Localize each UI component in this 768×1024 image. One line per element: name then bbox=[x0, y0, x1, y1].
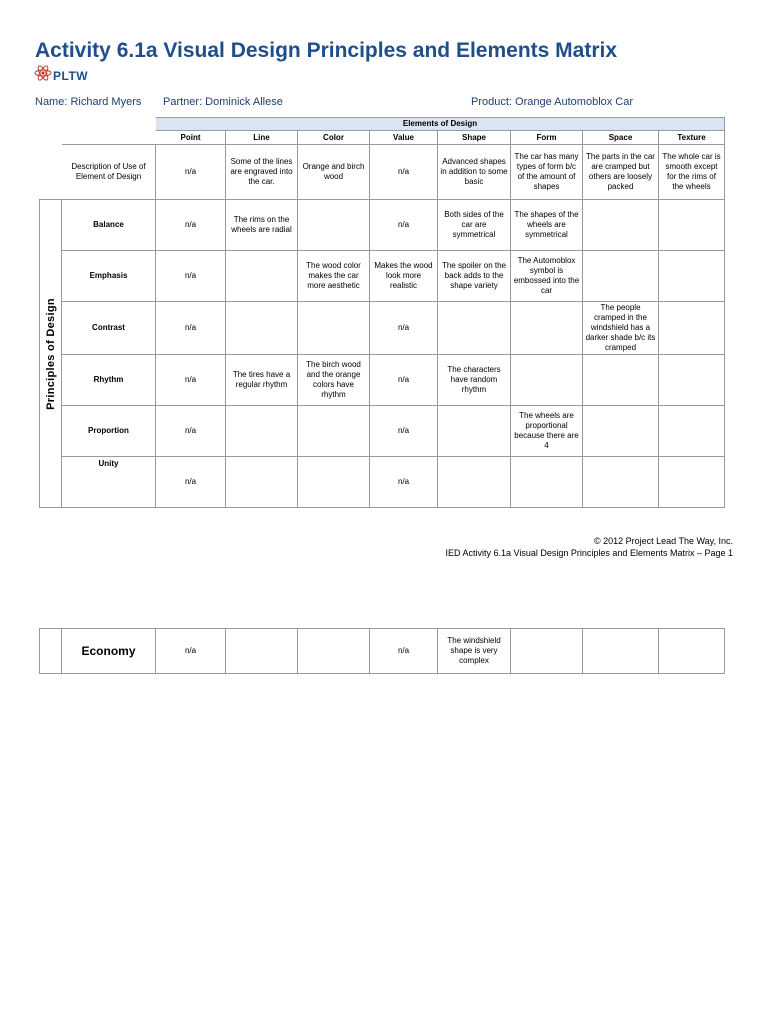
principles-of-design-label-cell bbox=[40, 200, 62, 508]
matrix-cell bbox=[583, 629, 659, 674]
elements-of-design-header: Elements of Design bbox=[156, 118, 725, 131]
blank-corner bbox=[40, 131, 62, 145]
row-label-emphasis: Emphasis bbox=[62, 251, 156, 302]
matrix-cell: The rims on the wheels are radial bbox=[226, 200, 298, 251]
matrix-cell bbox=[659, 355, 725, 406]
description-cell: The car has many types of form b/c of the amount of shapes bbox=[511, 145, 583, 200]
matrix-cell: Both sides of the car are symmetrical bbox=[438, 200, 511, 251]
row-label-rhythm: Rhythm bbox=[62, 355, 156, 406]
matrix-cell bbox=[659, 629, 725, 674]
blank-corner bbox=[40, 145, 62, 200]
matrix-cell: The birch wood and the orange colors have rhythm bbox=[298, 355, 370, 406]
matrix-cell bbox=[438, 457, 511, 508]
row-label-balance: Balance bbox=[62, 200, 156, 251]
matrix-cell bbox=[583, 355, 659, 406]
matrix-cell bbox=[511, 457, 583, 508]
matrix-cell: The characters have random rhythm bbox=[438, 355, 511, 406]
column-header-line: Line bbox=[226, 131, 298, 145]
column-header-color: Color bbox=[298, 131, 370, 145]
matrix-cell: The Automoblox symbol is embossed into the car bbox=[511, 251, 583, 302]
economy-row-table bbox=[39, 628, 725, 674]
copyright-footer: © 2012 Project Lead The Way, Inc. bbox=[593, 536, 733, 546]
description-cell: n/a bbox=[156, 145, 226, 200]
description-cell: The parts in the car are cramped but others are loosely packed bbox=[583, 145, 659, 200]
matrix-cell: n/a bbox=[156, 629, 226, 674]
student-name: Name: Richard Myers bbox=[35, 96, 142, 108]
column-header-shape: Shape bbox=[438, 131, 511, 145]
matrix-cell bbox=[659, 406, 725, 457]
matrix-cell bbox=[511, 355, 583, 406]
row-label-contrast: Contrast bbox=[62, 302, 156, 355]
matrix-cell bbox=[226, 251, 298, 302]
matrix-cell: n/a bbox=[370, 457, 438, 508]
molecule-icon bbox=[34, 64, 52, 82]
matrix-cell: n/a bbox=[156, 200, 226, 251]
product-name: Product: Orange Automoblox Car bbox=[471, 96, 634, 108]
matrix-cell bbox=[226, 629, 298, 674]
blank-corner bbox=[62, 131, 156, 145]
matrix-cell: The spoiler on the back adds to the shape variety bbox=[438, 251, 511, 302]
page-title: Activity 6.1a Visual Design Principles and Elements Matrix bbox=[35, 39, 618, 62]
description-row-label: Description of Use of Element of Design bbox=[62, 145, 156, 200]
matrix-cell: The wheels are proportional because there are 4 bbox=[511, 406, 583, 457]
design-matrix-table bbox=[39, 117, 725, 508]
matrix-cell: The people cramped in the windshield has a darker shade b/c its cramped bbox=[583, 302, 659, 355]
matrix-cell: n/a bbox=[156, 251, 226, 302]
matrix-cell bbox=[511, 629, 583, 674]
row-label-unity: Unity bbox=[62, 457, 156, 508]
matrix-cell bbox=[298, 302, 370, 355]
matrix-cell bbox=[659, 302, 725, 355]
matrix-cell bbox=[226, 302, 298, 355]
matrix-cell: n/a bbox=[370, 406, 438, 457]
matrix-cell bbox=[659, 251, 725, 302]
matrix-cell: n/a bbox=[156, 302, 226, 355]
matrix-cell: n/a bbox=[156, 457, 226, 508]
blank-corner bbox=[62, 118, 156, 131]
matrix-cell bbox=[298, 629, 370, 674]
matrix-cell: The tires have a regular rhythm bbox=[226, 355, 298, 406]
matrix-cell: n/a bbox=[370, 629, 438, 674]
column-header-point: Point bbox=[156, 131, 226, 145]
column-header-form: Form bbox=[511, 131, 583, 145]
partner-name: Partner: Dominick Allese bbox=[163, 96, 283, 108]
matrix-cell bbox=[438, 406, 511, 457]
matrix-cell bbox=[438, 302, 511, 355]
blank-corner bbox=[40, 118, 62, 131]
matrix-cell: The wood color makes the car more aesthetic bbox=[298, 251, 370, 302]
matrix-cell: n/a bbox=[370, 355, 438, 406]
matrix-cell: n/a bbox=[156, 406, 226, 457]
matrix-cell bbox=[298, 200, 370, 251]
matrix-cell bbox=[583, 406, 659, 457]
logo-text: PLTW bbox=[53, 69, 89, 83]
matrix-cell bbox=[583, 457, 659, 508]
matrix-cell bbox=[583, 251, 659, 302]
matrix-cell bbox=[226, 457, 298, 508]
description-cell: Advanced shapes in addition to some basic bbox=[438, 145, 511, 200]
column-header-value: Value bbox=[370, 131, 438, 145]
description-cell: n/a bbox=[370, 145, 438, 200]
matrix-cell bbox=[659, 200, 725, 251]
matrix-cell: The windshield shape is very complex bbox=[438, 629, 511, 674]
matrix-cell bbox=[298, 457, 370, 508]
matrix-cell: n/a bbox=[370, 200, 438, 251]
column-header-texture: Texture bbox=[659, 131, 725, 145]
matrix-cell bbox=[226, 406, 298, 457]
matrix-cell: n/a bbox=[156, 355, 226, 406]
column-header-space: Space bbox=[583, 131, 659, 145]
description-cell: Some of the lines are engraved into the car. bbox=[226, 145, 298, 200]
description-cell: The whole car is smooth except for the rims of the wheels bbox=[659, 145, 725, 200]
row-label-economy: Economy bbox=[62, 629, 156, 674]
matrix-cell bbox=[659, 457, 725, 508]
description-cell: Orange and birch wood bbox=[298, 145, 370, 200]
matrix-cell bbox=[298, 406, 370, 457]
row-label-proportion: Proportion bbox=[62, 406, 156, 457]
page-reference-footer: IED Activity 6.1a Visual Design Principles and Elements Matrix – Page 1 bbox=[445, 548, 733, 558]
pltw-logo bbox=[34, 64, 94, 86]
matrix-cell: n/a bbox=[370, 302, 438, 355]
matrix-cell: The shapes of the wheels are symmetrical bbox=[511, 200, 583, 251]
principles-of-design-label: Principles of Design bbox=[44, 297, 57, 410]
matrix-cell bbox=[511, 302, 583, 355]
matrix-cell: Makes the wood look more realistic bbox=[370, 251, 438, 302]
matrix-cell bbox=[583, 200, 659, 251]
principles-column-continuation bbox=[40, 629, 62, 674]
